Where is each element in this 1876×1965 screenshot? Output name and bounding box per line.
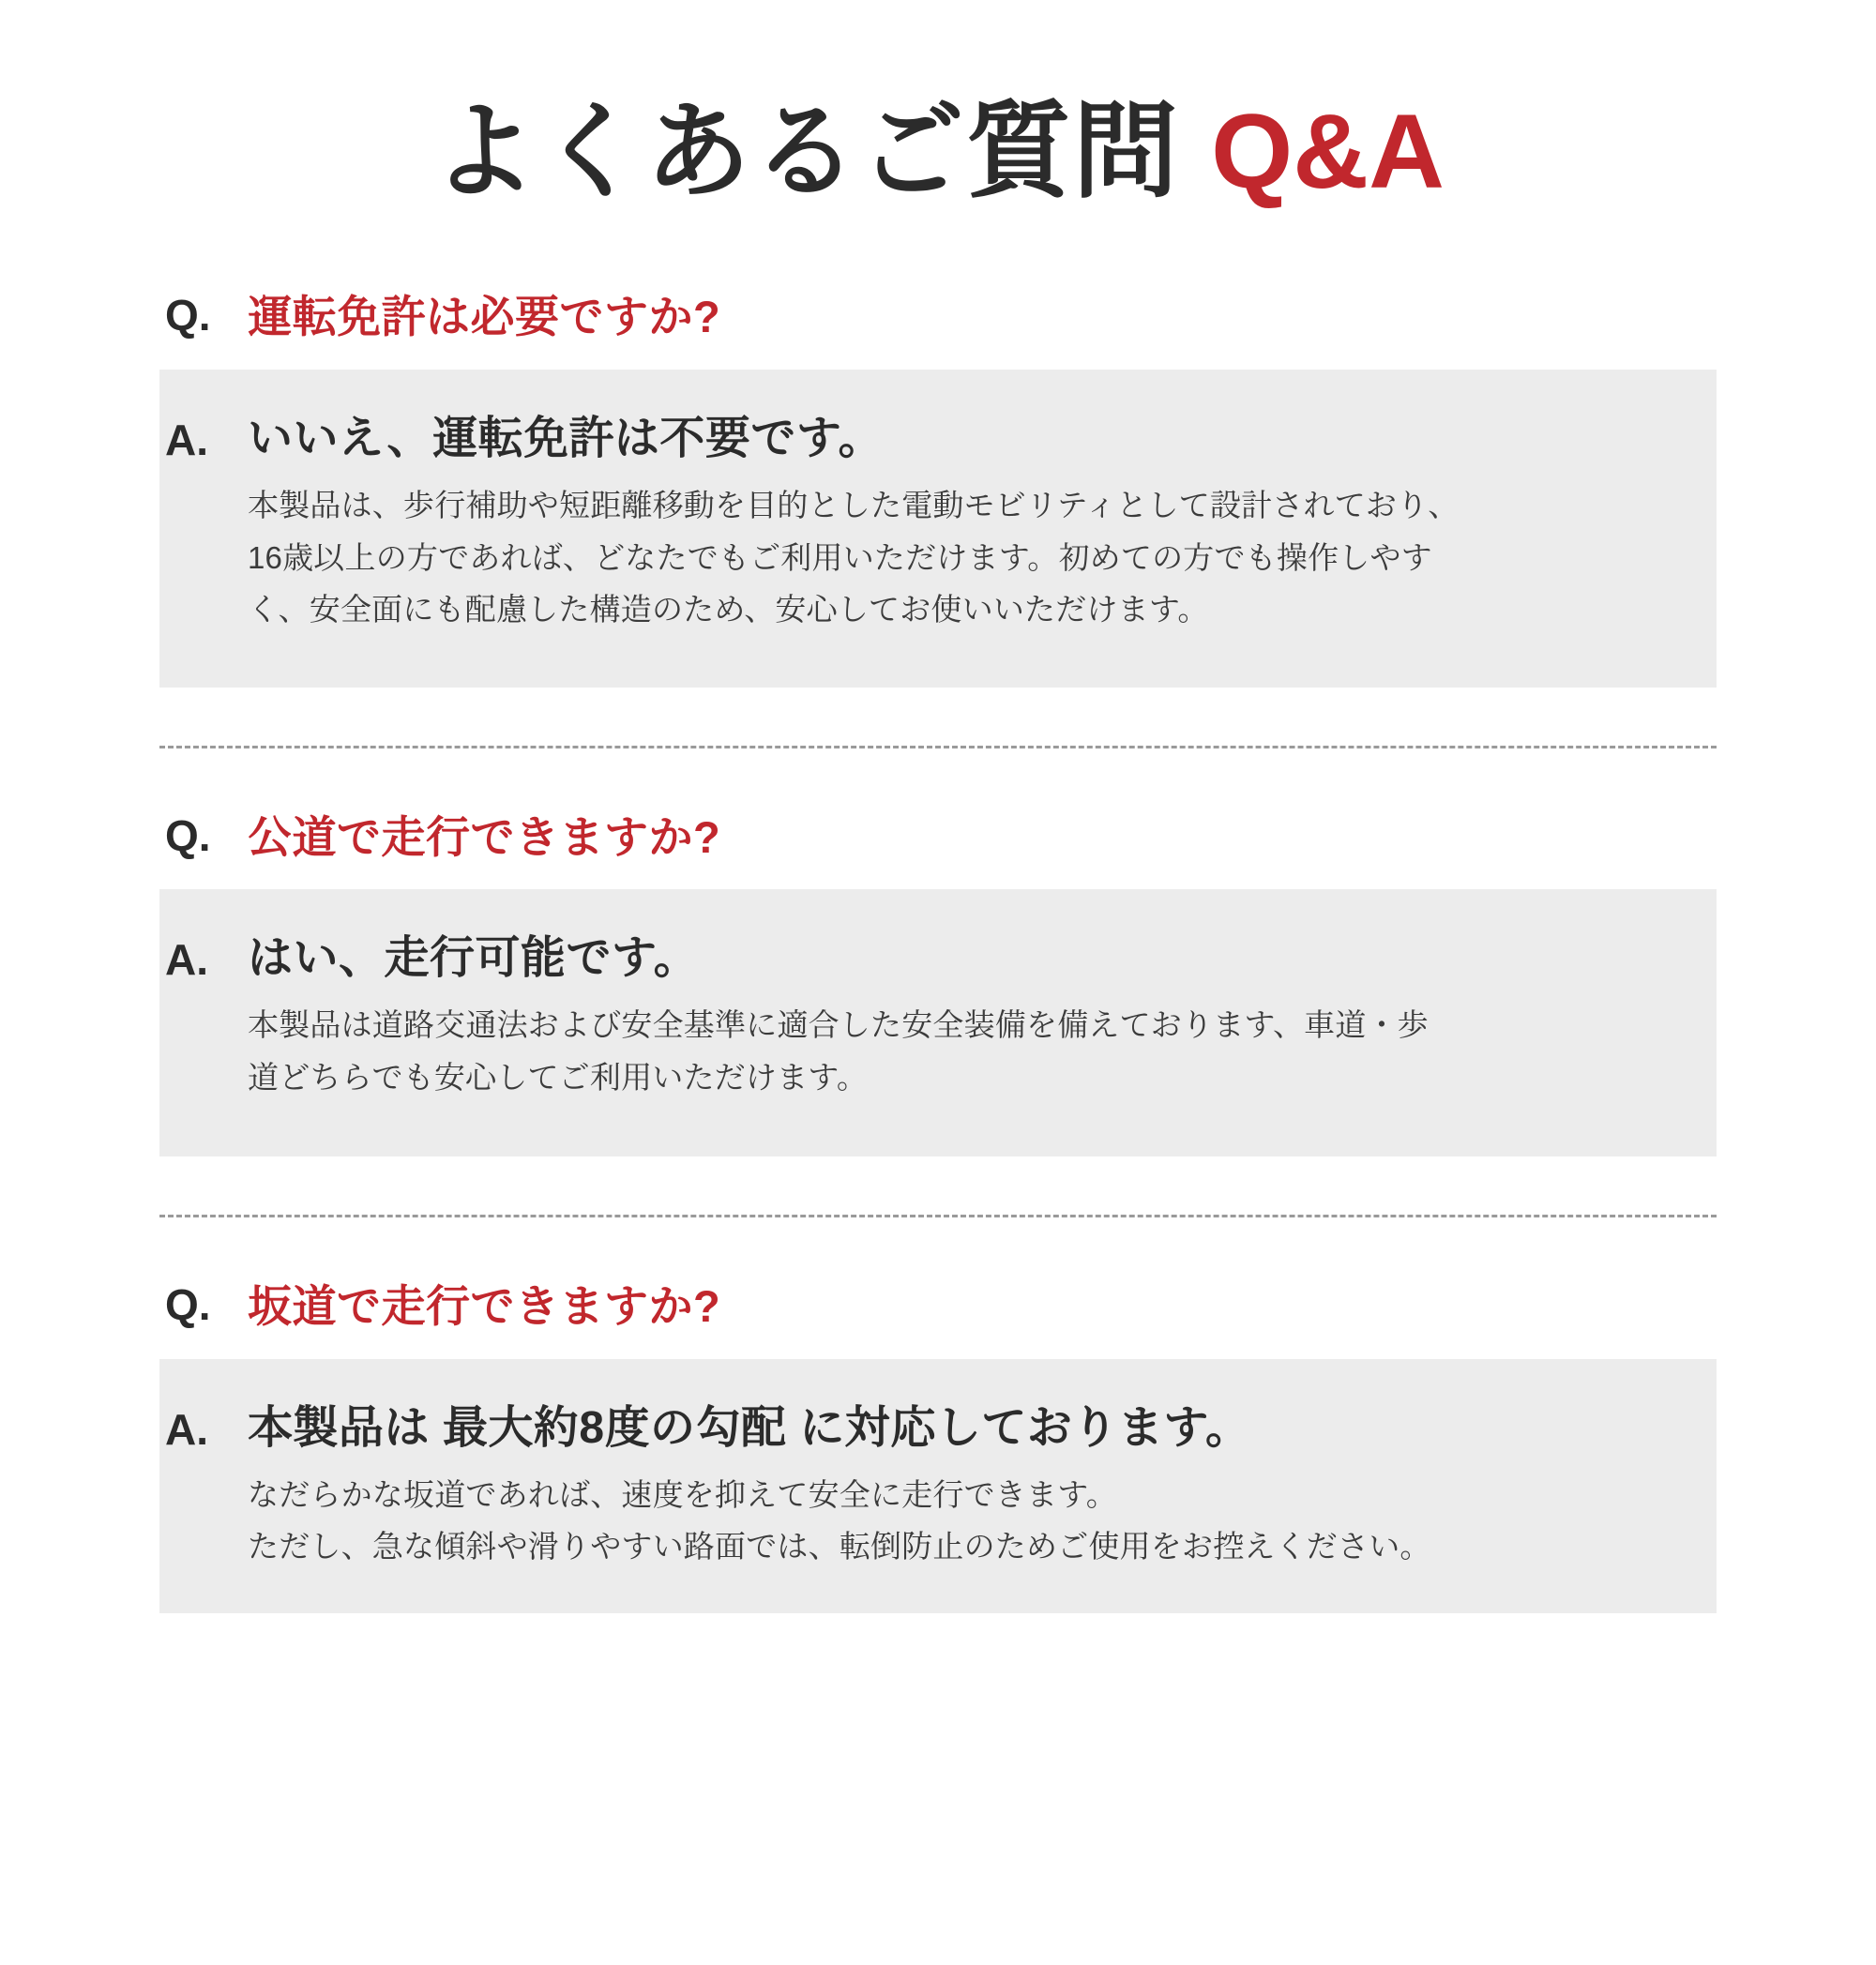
answer-description: [248, 1470, 1670, 1572]
answer-description: [248, 480, 1670, 634]
answer-description-line: く、安全面にも配慮した構造のため、安心してお使いいただけます。: [248, 592, 1209, 627]
page-title-jp: よくあるご質問: [431, 93, 1180, 210]
answer-description-line: なだらかな坂道であれば、速度を抑えて安全に走行できます。: [248, 1476, 1117, 1512]
question-text: 公道で走行できますか?: [248, 811, 721, 862]
answer-description-line: 道どちらでも安心してご利用いただけます。: [248, 1059, 869, 1095]
faq-item: [159, 1279, 1717, 1613]
answer-title: はい、走行可能です。: [248, 933, 700, 984]
faq-list: [159, 290, 1717, 1612]
answer-block: [159, 889, 1717, 1156]
answer-description-line: ただし、急な傾斜や滑りやすい路面では、転倒防止のためご使用をお控えください。: [248, 1529, 1431, 1564]
answer-body: [248, 411, 1679, 634]
answer-marker: A.: [165, 416, 208, 465]
question-marker: Q.: [165, 1280, 211, 1330]
answer-marker: A.: [165, 935, 208, 985]
section-divider: [159, 746, 1717, 748]
answer-body: [248, 930, 1679, 1102]
answer-title: 本製品は 最大約8度の勾配 に対応しております。: [248, 1402, 1251, 1453]
answer-description-line: 本製品は道路交通法および安全基準に適合した安全装備を備えております、車道・歩: [248, 1007, 1429, 1043]
answer-description-line: 16歳以上の方であれば、どなたでもご利用いただけます。初めての方でも操作しやす: [248, 539, 1432, 575]
answer-body: [248, 1400, 1679, 1572]
section-divider: [159, 1215, 1717, 1217]
page-title-qa: Q&A: [1211, 93, 1445, 210]
faq-page: [0, 89, 1876, 1965]
question-text: 運転免許は必要ですか?: [248, 292, 721, 342]
question-marker: Q.: [165, 291, 211, 340]
faq-item: [159, 810, 1717, 1157]
question-row: [159, 290, 1717, 345]
question-marker: Q.: [165, 810, 211, 860]
faq-item: [159, 290, 1717, 687]
question-row: [159, 1279, 1717, 1335]
question-text: 坂道で走行できますか?: [248, 1281, 721, 1332]
answer-title: いいえ、運転免許は不要です。: [248, 414, 885, 464]
answer-description: [248, 1000, 1670, 1102]
answer-description-line: 本製品は、歩行補助や短距離移動を目的とした電動モビリティとして設計されており、: [248, 488, 1460, 523]
answer-block: [159, 1359, 1717, 1613]
answer-marker: A.: [165, 1404, 208, 1454]
answer-block: [159, 370, 1717, 687]
question-row: [159, 810, 1717, 866]
page-title: [159, 89, 1717, 215]
